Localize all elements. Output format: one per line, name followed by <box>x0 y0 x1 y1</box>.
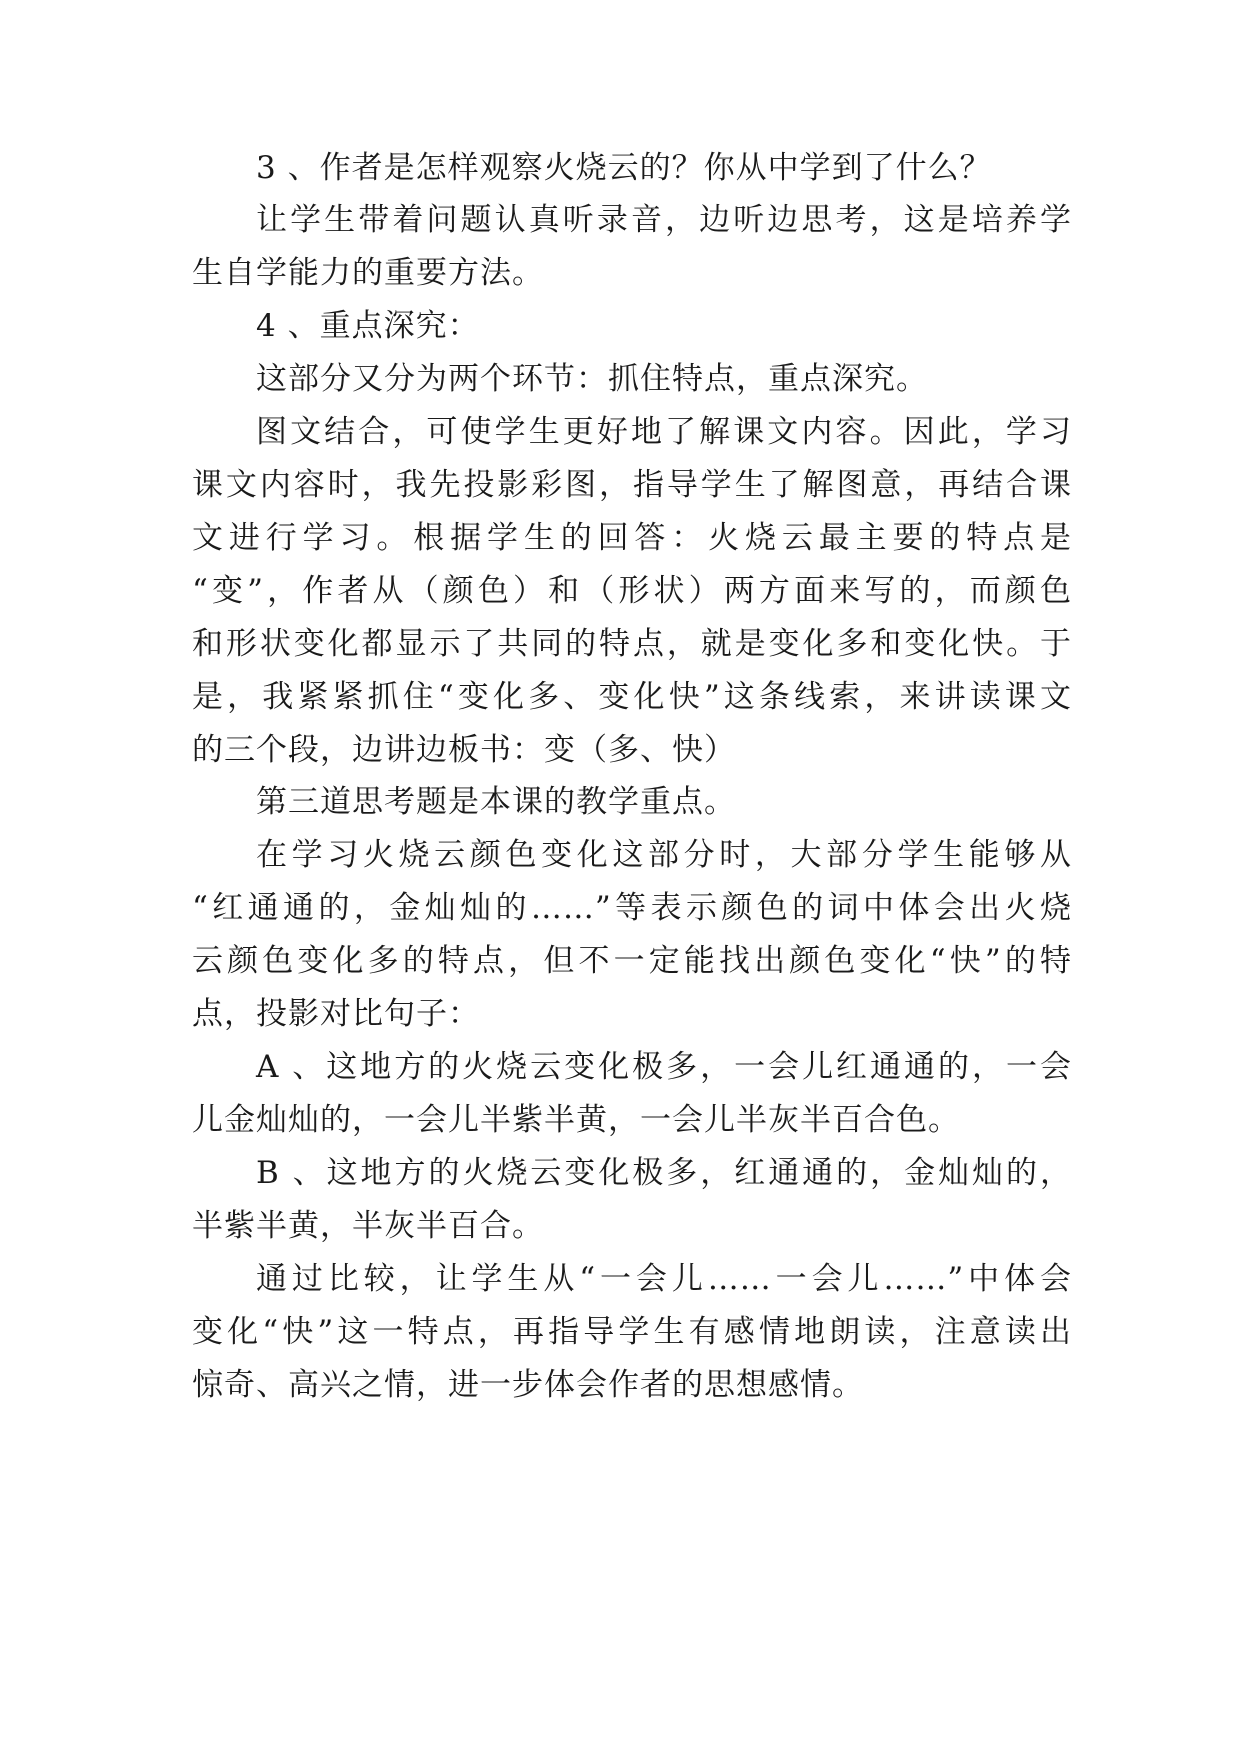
text-line: 图文结合，可使学生更好地了解课文内容。因此，学习 <box>256 414 1072 450</box>
text-line: 和形状变化都显示了共同的特点，就是变化多和变化快。于 <box>192 626 1072 662</box>
text-line: 通过比较，让学生从“一会儿……一会儿……”中体会 <box>256 1261 1072 1297</box>
text-line: A 、这地方的火烧云变化极多，一会儿红通通的，一会 <box>256 1049 1072 1085</box>
text-line: 点，投影对比句子： <box>192 996 480 1032</box>
text-line: 4 、重点深究： <box>256 308 480 344</box>
text-line: 生自学能力的重要方法。 <box>192 255 544 291</box>
text-line: 这部分又分为两个环节：抓住特点，重点深究。 <box>256 361 928 397</box>
text-line: 让学生带着问题认真听录音，边听边思考，这是培养学 <box>256 202 1072 238</box>
text-line: 课文内容时，我先投影彩图，指导学生了解图意，再结合课 <box>192 467 1072 503</box>
text-line: 惊奇、高兴之情，进一步体会作者的思想感情。 <box>192 1367 864 1403</box>
text-line: 半紫半黄，半灰半百合。 <box>192 1208 544 1244</box>
text-line: 第三道思考题是本课的教学重点。 <box>256 784 736 820</box>
text-line: 在学习火烧云颜色变化这部分时，大部分学生能够从 <box>256 837 1072 873</box>
text-line: 的三个段，边讲边板书：变（多、快） <box>192 732 736 768</box>
text-line: “变”，作者从（颜色）和（形状）两方面来写的，而颜色 <box>192 573 1072 609</box>
text-line: 文进行学习。根据学生的回答：火烧云最主要的特点是 <box>192 520 1072 556</box>
text-line: 云颜色变化多的特点，但不一定能找出颜色变化“快”的特 <box>192 943 1072 979</box>
text-line: 3 、作者是怎样观察火烧云的？你从中学到了什么？ <box>256 150 992 186</box>
text-line: 儿金灿灿的，一会儿半紫半黄，一会儿半灰半百合色。 <box>192 1102 960 1138</box>
text-line: 是，我紧紧抓住“变化多、变化快”这条线索，来讲读课文 <box>192 679 1072 715</box>
text-line: “红通通的，金灿灿的……”等表示颜色的词中体会出火烧 <box>192 890 1072 926</box>
text-line: 变化“快”这一特点，再指导学生有感情地朗读，注意读出 <box>192 1314 1072 1350</box>
text-line: B 、这地方的火烧云变化极多，红通通的，金灿灿的， <box>256 1155 1072 1191</box>
